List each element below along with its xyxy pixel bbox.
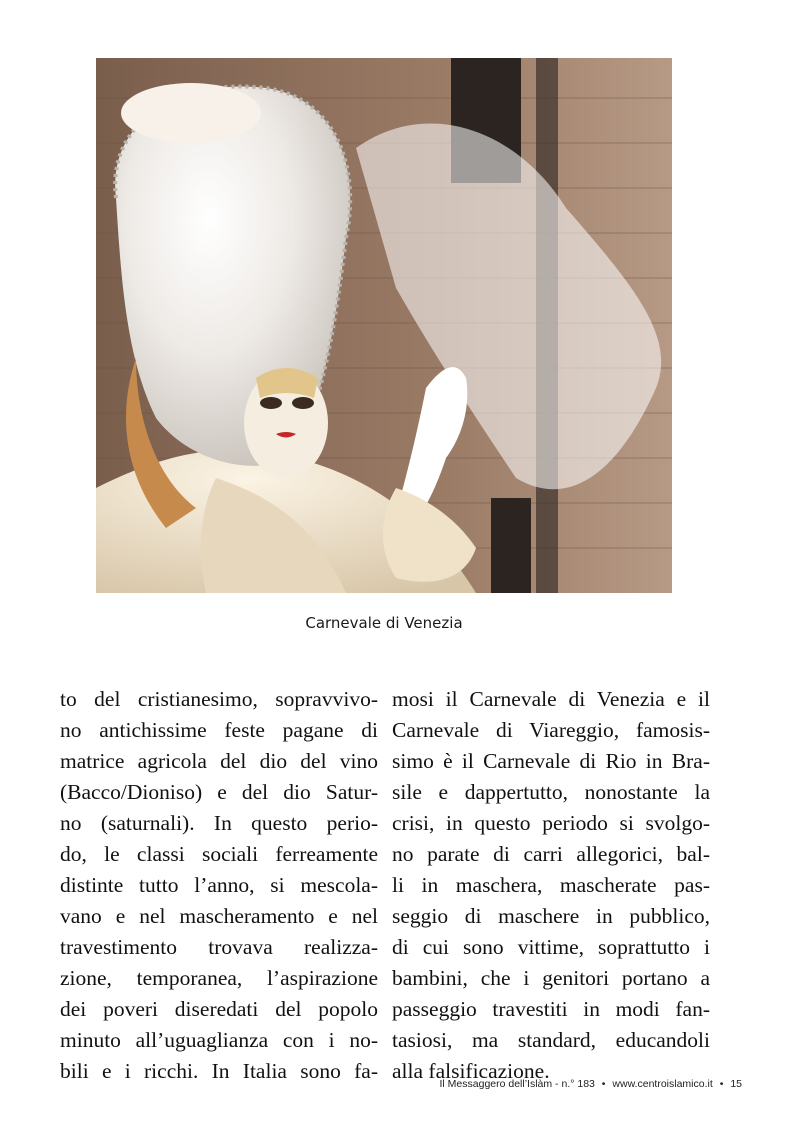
page-number: 15 xyxy=(730,1078,742,1090)
text-line: travestimento trovava realizza- xyxy=(60,935,378,959)
photo-caption: Carnevale di Venezia xyxy=(305,614,463,632)
text-line: simo è il Carnevale di Rio in Bra- xyxy=(392,749,710,773)
text-line: no parate di carri allegorici, bal- xyxy=(392,842,710,866)
page-footer xyxy=(440,1078,742,1090)
text-line: bambini, che i genitori portano a xyxy=(392,966,710,990)
text-line: no (saturnali). In questo perio- xyxy=(60,811,378,835)
text-line: tasiosi, ma standard, educandoli xyxy=(392,1028,710,1052)
article-column-left xyxy=(60,684,378,1087)
text-line: dei poveri diseredati del popolo xyxy=(60,997,378,1021)
text-line: vano e nel mascheramento e nel xyxy=(60,904,378,928)
text-line: sile e dappertutto, nonostante la xyxy=(392,780,710,804)
text-line: distinte tutto l’anno, si mescola- xyxy=(60,873,378,897)
text-line: minuto all’uguaglianza con i no- xyxy=(60,1028,378,1052)
text-line: Carnevale di Viareggio, famosis- xyxy=(392,718,710,742)
text-line: crisi, in questo periodo si svolgo- xyxy=(392,811,710,835)
text-line: mosi il Carnevale di Venezia e il xyxy=(392,687,710,711)
text-line: di cui sono vittime, soprattutto i xyxy=(392,935,710,959)
text-line: alla falsificazione. xyxy=(392,1059,550,1083)
text-line: li in maschera, mascherate pas- xyxy=(392,873,710,897)
bullet-separator: • xyxy=(601,1078,606,1090)
text-line: no antichissime feste pagane di xyxy=(60,718,378,742)
website-link[interactable]: www.centroislamico.it xyxy=(612,1078,713,1090)
text-line: seggio di maschere in pubblico, xyxy=(392,904,710,928)
bullet-separator: • xyxy=(719,1078,724,1090)
text-line: matrice agricola del dio del vino xyxy=(60,749,378,773)
text-line: (Bacco/Dioniso) e del dio Satur- xyxy=(60,780,378,804)
text-line: do, le classi sociali ferreamente xyxy=(60,842,378,866)
text-line: bili e i ricchi. In Italia sono fa- xyxy=(60,1059,378,1083)
text-line: zione, temporanea, l’aspirazione xyxy=(60,966,378,990)
magazine-issue: Il Messaggero dell’Islàm - n.° 183 xyxy=(439,1078,595,1090)
carnival-mask-illustration xyxy=(96,58,672,593)
text-line: to del cristianesimo, sopravvivo- xyxy=(60,687,378,711)
carnival-photo xyxy=(96,58,672,593)
article-column-right xyxy=(392,684,710,1087)
text-line: passeggio travestiti in modi fan- xyxy=(392,997,710,1021)
